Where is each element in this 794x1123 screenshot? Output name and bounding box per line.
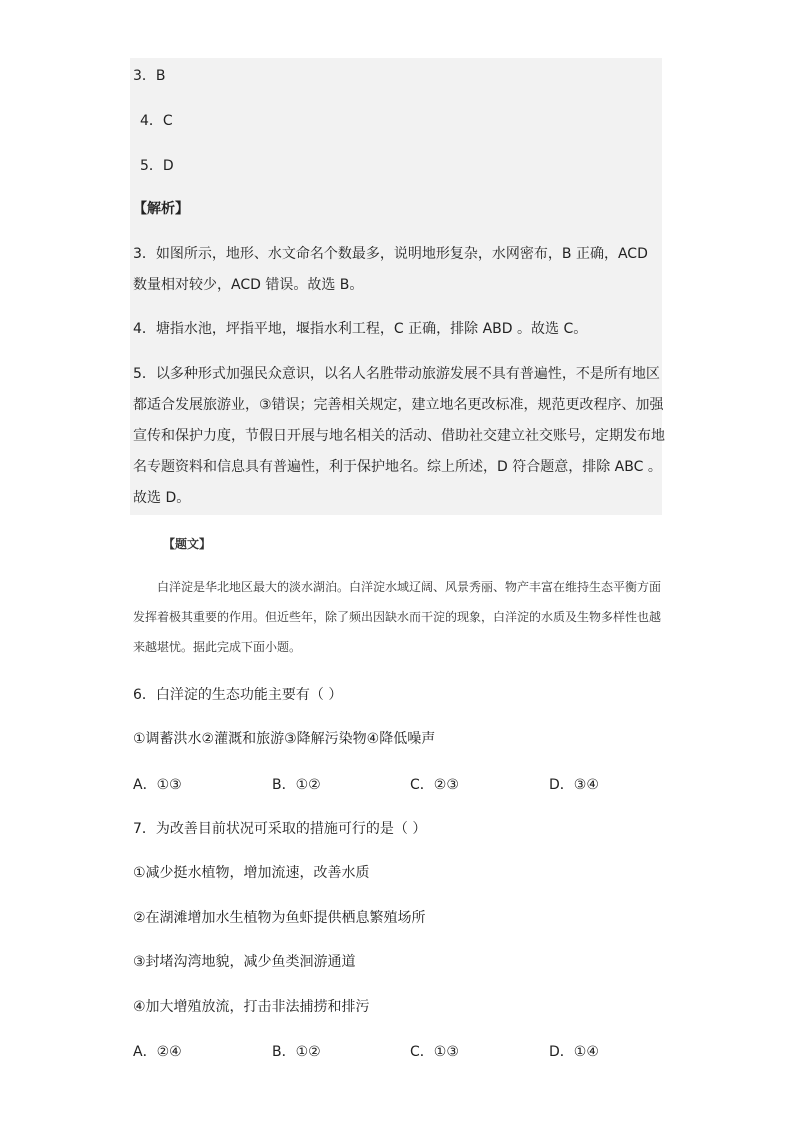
analysis-label: 【解析】 <box>133 201 189 217</box>
explanation-3: 3．如图所示，地形、水文命名个数最多，说明地形复杂，水网密布，B 正确，ACD 数量相对较少，ACD 错误。故选 B。 <box>133 246 648 293</box>
answer-4: 4．C <box>140 113 173 129</box>
q7-option-d: D．①④ <box>549 1044 599 1060</box>
explanation-5: 5．以多种形式加强民众意识，以名人名胜带动旅游发展不具有普遍性，不是所有地区都适合发展旅游业，③错误；完善相关规定，建立地名更改标准，规范更改程序、加强宣传和保护力度，节假日开展与地名相关的活动、借助社交建立社交账号，定期发布地名专题资料和信息具有普遍性，利于保护地名。综上所述，D 符合题意，排除 ABC 。故选 D。 <box>133 366 665 506</box>
q7-option-b: B．①② <box>272 1044 321 1060</box>
q7-statement-4: ④加大增殖放流，打击非法捕捞和排污 <box>133 999 370 1015</box>
q7-statement-3: ③封堵沟湾地貌，减少鱼类洄游通道 <box>133 954 356 970</box>
q6-option-d: D．③④ <box>549 777 599 793</box>
q6-option-c: C．②③ <box>410 777 459 793</box>
passage-tag: 【题文】 <box>163 537 212 551</box>
q7-option-a: A．②④ <box>133 1044 182 1060</box>
answer-5: 5．D <box>140 158 174 174</box>
question-6-stem: 6．白洋淀的生态功能主要有（ ） <box>133 687 343 703</box>
question-7-stem: 7．为改善目前状况可采取的措施可行的是（ ） <box>133 821 427 837</box>
q6-option-a: A．①③ <box>133 777 182 793</box>
question-6-statements: ①调蓄洪水②灌溉和旅游③降解污染物④降低噪声 <box>133 731 436 747</box>
q7-statement-2: ②在湖滩增加水生植物为鱼虾提供栖息繁殖场所 <box>133 910 426 926</box>
q7-statement-1: ①减少挺水植物，增加流速，改善水质 <box>133 865 370 881</box>
passage-text: 白洋淀是华北地区最大的淡水湖泊。白洋淀水域辽阔、风景秀丽、物产丰富在维持生态平衡方面发挥着极其重要的作用。但近些年，除了频出因缺水而干淀的现象，白洋淀的水质及生物多样性也越来越堪忧。据此完成下面小题。 <box>133 580 662 654</box>
explanation-4: 4．塘指水池，坪指平地，堰指水利工程，C 正确，排除 ABD 。故选 C。 <box>133 321 588 337</box>
answer-3: 3．B <box>133 68 166 84</box>
q7-option-c: C．①③ <box>410 1044 459 1060</box>
q6-option-b: B．①② <box>272 777 321 793</box>
